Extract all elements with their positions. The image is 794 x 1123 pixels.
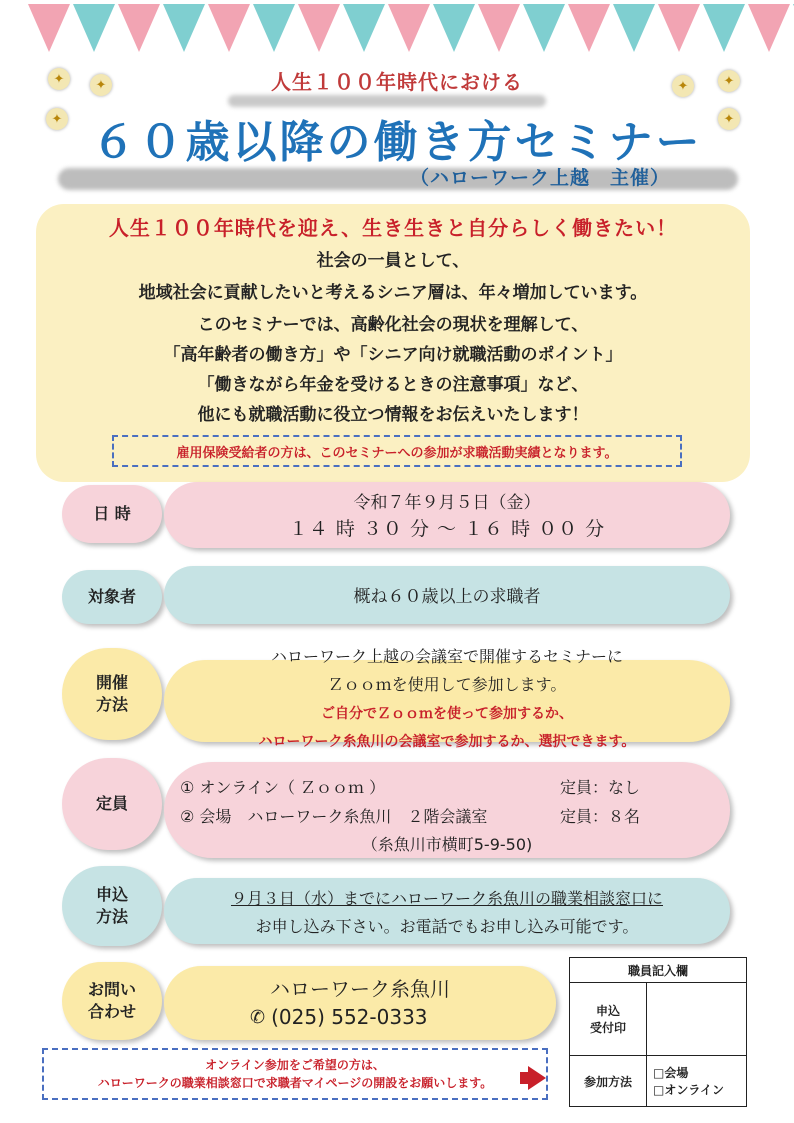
intro-line: このセミナーでは、高齢化社会の現状を理解して、 [197, 315, 589, 335]
receipt-label-line: 受付印 [589, 1021, 626, 1035]
apply-label-line: 申込 [95, 884, 128, 904]
apply-line: ９月３日（水）までにハローワーク糸魚川の職業相談窓口に [230, 889, 663, 908]
contact-label-line: 合わせ [87, 1002, 136, 1021]
datetime-date: 令和７年９月５日（金） [353, 493, 541, 513]
bunting-flag [658, 4, 700, 52]
bunting-flag [343, 4, 385, 52]
receipt-stamp-label [570, 983, 647, 1055]
bunting-flag [73, 4, 115, 52]
bunting-flag [748, 4, 790, 52]
target-text: 概ね６０歳以上の求職者 [353, 587, 541, 607]
bunting-flag [613, 4, 655, 52]
datetime-label: 日 時 [62, 485, 162, 543]
bunting-flag [388, 4, 430, 52]
star-icon: ✦ [48, 68, 70, 90]
bunting-flag [703, 4, 745, 52]
bunting-flag [523, 4, 565, 52]
insurance-notice: 雇用保険受給者の方は、このセミナーへの参加が求職活動実績となります。 [112, 435, 682, 467]
online-notice [42, 1048, 548, 1100]
method-label-line: 開催 [95, 672, 128, 692]
datetime-time: １４ 時 ３０ 分 〜 １６ 時 ００ 分 [288, 518, 606, 540]
bunting-flag [208, 4, 250, 52]
staff-box-title: 職員記入欄 [570, 958, 746, 983]
intro-line: 社会の一員として、 [316, 251, 470, 271]
contact-label [62, 962, 162, 1040]
capacity-venue-limit: 定員：８名 [560, 807, 641, 826]
intro-line: 「高年齢者の働き方」や「シニア向け就職活動のポイント」 [163, 345, 623, 365]
contact-name: ハローワーク糸魚川 [270, 977, 450, 1001]
intro-line: 他にも就職活動に役立つ情報をお伝えいたします！ [197, 405, 589, 425]
contact-phone: (025) 552-0333 [271, 1005, 428, 1029]
method-line-highlight: ハローワーク糸魚川の会議室で参加するか、選択できます。 [258, 734, 636, 750]
page-title: ６０歳以降の働き方セミナー [91, 117, 703, 168]
contact-phone-row [250, 1005, 428, 1029]
staff-use-box [569, 957, 747, 1107]
target-label: 対象者 [62, 570, 162, 624]
method-line-highlight: ご自分でＺｏｏｍを使って参加するか、 [321, 706, 573, 722]
apply-label [62, 866, 162, 946]
capacity-label: 定員 [62, 758, 162, 850]
online-notice-line: ハローワークの職業相談窓口で求職者マイページの開設をお願いします。 [97, 1076, 493, 1090]
intro-line: 「働きながら年金を受けるときの注意事項」など、 [197, 375, 589, 395]
intro-line: 地域社会に貢献したいと考えるシニア層は、年々増加しています。 [138, 283, 648, 303]
capacity-option-online: ① オンライン（ Ｚｏｏｍ ） [180, 778, 386, 797]
capacity-option-venue: ② 会場 ハローワーク糸魚川 ２階会議室 [180, 807, 488, 826]
bunting-flag [253, 4, 295, 52]
receipt-label-line: 申込 [595, 1004, 620, 1018]
capacity-online-limit: 定員：なし [560, 778, 641, 797]
phone-icon: ✆ [250, 1006, 266, 1028]
participation-method-label: 参加方法 [570, 1056, 647, 1106]
star-icon: ✦ [718, 108, 740, 130]
star-icon: ✦ [90, 74, 112, 96]
method-line: ハローワーク上越の会議室で開催するセミナーに [270, 647, 623, 666]
apply-label-line: 方法 [95, 907, 128, 926]
star-icon: ✦ [672, 75, 694, 97]
bunting-flag [163, 4, 205, 52]
page-subtitle: 人生１００年時代における [271, 70, 523, 94]
option-online-checkbox[interactable]: □オンライン [653, 1083, 724, 1097]
contact-label-line: お問い [87, 979, 136, 999]
intro-headline: 人生１００年時代を迎え、生き生きと自分らしく働きたい！ [108, 216, 678, 240]
bunting-flag [28, 4, 70, 52]
host-label: （ハローワーク上越 主催） [410, 167, 671, 189]
bunting-flag [478, 4, 520, 52]
apply-line: お申し込み下さい。お電話でもお申し込み可能です。 [255, 917, 639, 936]
bunting-flag [298, 4, 340, 52]
option-venue-checkbox[interactable]: □会場 [653, 1066, 689, 1080]
bunting-flag [568, 4, 610, 52]
bunting-flag [433, 4, 475, 52]
star-icon: ✦ [46, 108, 68, 130]
receipt-stamp-area [647, 983, 746, 1055]
bunting-flag [118, 4, 160, 52]
arrow-shaft [520, 1072, 532, 1084]
method-label-line: 方法 [95, 695, 128, 714]
bunting-decoration [0, 0, 794, 60]
online-notice-line: オンライン参加をご希望の方は、 [205, 1058, 385, 1072]
venue-address: （糸魚川市横町5-9-50) [361, 835, 533, 854]
star-icon: ✦ [718, 70, 740, 92]
method-line: Ｚｏｏｍを使用して参加します。 [327, 675, 567, 694]
